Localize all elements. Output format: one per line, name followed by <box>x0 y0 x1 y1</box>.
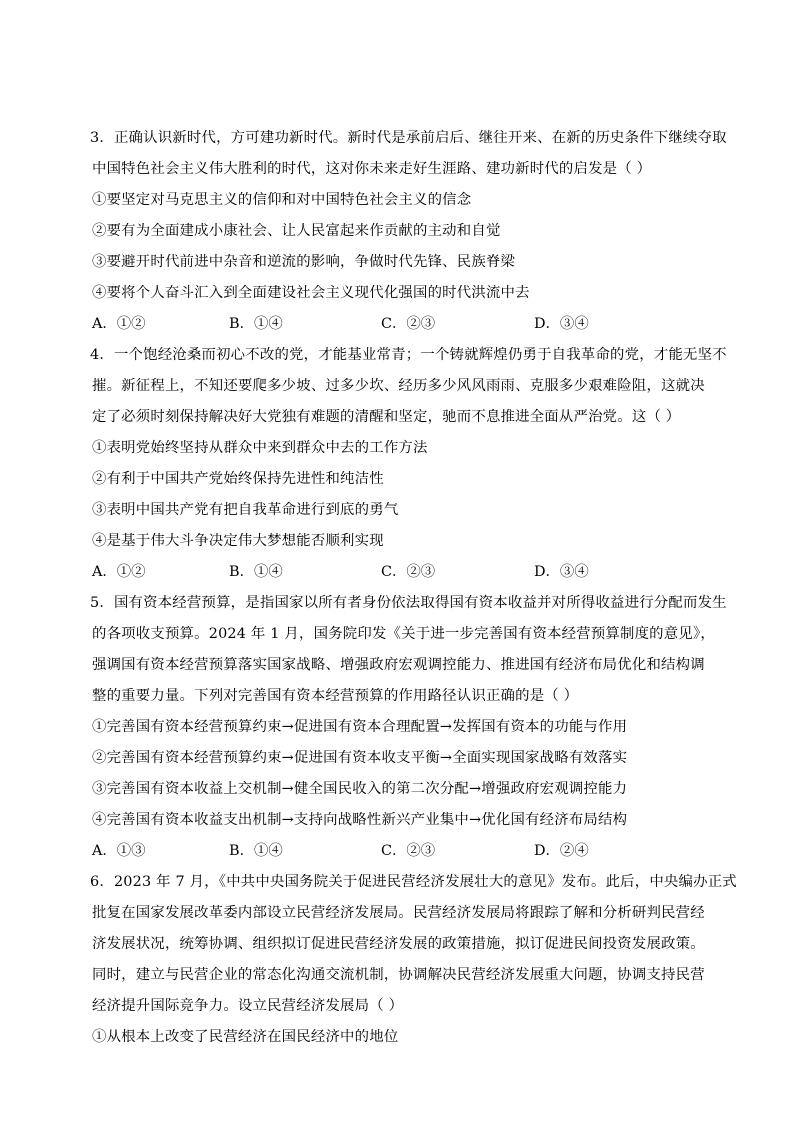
question-4-option-a[interactable]: A．①② <box>92 564 146 580</box>
question-6-statement-1: ①从根本上改变了民营经济在国民经济中的地位 <box>92 1029 399 1045</box>
question-4-statement-3: ③表明中国共产党有把自我革命进行到底的勇气 <box>92 502 399 518</box>
question-5-stem-line-3: 强调国有资本经营预算落实国家战略、增强政府宏观调控能力、推进国有经济布局优化和结构调 <box>92 657 705 673</box>
question-5-statement-1: ①完善国有资本经营预算约束→促进国有资本合理配置→发挥国有资本的功能与作用 <box>92 719 628 735</box>
question-3-stem-line-2: 中国特色社会主义伟大胜利的时代，这对你未来走好生涯路、建功新时代的启发是（ ） <box>92 161 652 177</box>
question-5-options <box>92 842 712 860</box>
question-5-option-a[interactable]: A．①③ <box>92 843 146 859</box>
question-5-option-b[interactable]: B．①④ <box>229 843 283 859</box>
question-3-options <box>92 315 712 333</box>
question-6-stem-line-5: 经济提升国际竞争力。设立民营经济发展局（ ） <box>92 998 404 1014</box>
question-6-stem-line-2: 批复在国家发展改革委内部设立民营经济发展局。民营经济发展局将跟踪了解和分析研判民营经 <box>92 905 705 921</box>
question-5-stem-line-2: 的各项收支预算。2024 年 1 月，国务院印发《关于进一步完善国有资本经营预算制度的意见》， <box>92 626 715 642</box>
question-4-statement-1: ①表明党始终坚持从群众中来到群众中去的工作方法 <box>92 440 428 456</box>
question-5-option-d[interactable]: D．②④ <box>534 843 589 859</box>
question-6-stem-line-1: 6．2023 年 7 月，《中共中央国务院关于促进民营经济发展壮大的意见》发布。此后，中央编办正式 <box>90 874 737 890</box>
question-5-statement-3: ③完善国有资本收益上交机制→健全国民收入的第二次分配→增强政府宏观调控能力 <box>92 781 628 797</box>
question-4-option-c[interactable]: C．②③ <box>381 564 436 580</box>
question-4-stem-line-1: 4．一个饱经沧桑而初心不改的党，才能基业常青；一个铸就辉煌仍勇于自我革命的党，才能无坚不 <box>90 347 727 363</box>
question-4-option-d[interactable]: D．③④ <box>534 564 589 580</box>
question-4-option-b[interactable]: B．①④ <box>229 564 283 580</box>
question-3-stem-line-1: 3．正确认识新时代，方可建功新时代。新时代是承前启后、继往开来、在新的历史条件下继续夺取 <box>90 130 727 146</box>
question-5-statement-2: ②完善国有资本经营预算约束→促进国有资本收支平衡→全面实现国家战略有效落实 <box>92 750 628 766</box>
question-4-stem-line-2: 摧。新征程上，不知还要爬多少坡、过多少坎、经历多少风风雨雨、克服多少艰难险阻，这就决 <box>92 378 705 394</box>
question-6-stem-line-3: 济发展状况，统筹协调、组织拟订促进民营经济发展的政策措施，拟订促进民间投资发展政策。 <box>92 936 705 952</box>
question-3-option-c[interactable]: C．②③ <box>381 316 436 332</box>
question-5-option-c[interactable]: C．②③ <box>381 843 436 859</box>
question-3-statement-3: ③要避开时代前进中杂音和逆流的影响，争做时代先锋、民族脊梁 <box>92 254 516 270</box>
question-4-statement-4: ④是基于伟大斗争决定伟大梦想能否顺利实现 <box>92 533 384 549</box>
question-5-stem-line-4: 整的重要力量。下列对完善国有资本经营预算的作用路径认识正确的是（ ） <box>92 688 579 704</box>
question-4-stem-line-3: 定了必须时刻保持解决好大党独有难题的清醒和坚定，驰而不息推进全面从严治党。这（ ） <box>92 409 681 425</box>
question-3-statement-1: ①要坚定对马克思主义的信仰和对中国特色社会主义的信念 <box>92 192 472 208</box>
question-4-options <box>92 563 712 581</box>
question-3-option-a[interactable]: A．①② <box>92 316 146 332</box>
question-5-statement-4: ④完善国有资本收益支出机制→支持向战略性新兴产业集中→优化国有经济布局结构 <box>92 812 628 828</box>
question-3-statement-4: ④要将个人奋斗汇入到全面建设社会主义现代化强国的时代洪流中去 <box>92 285 530 301</box>
question-3-statement-2: ②要有为全面建成小康社会、让人民富起来作贡献的主动和自觉 <box>92 223 501 239</box>
question-4-statement-2: ②有利于中国共产党始终保持先进性和纯洁性 <box>92 471 384 487</box>
question-3-option-d[interactable]: D．③④ <box>534 316 589 332</box>
question-3-option-b[interactable]: B．①④ <box>229 316 283 332</box>
question-5-stem-line-1: 5．国有资本经营预算，是指国家以所有者身份依法取得国有资本收益并对所得收益进行分配而发生 <box>90 595 727 611</box>
question-6-stem-line-4: 同时，建立与民营企业的常态化沟通交流机制，协调解决民营经济发展重大问题，协调支持民营 <box>92 967 705 983</box>
